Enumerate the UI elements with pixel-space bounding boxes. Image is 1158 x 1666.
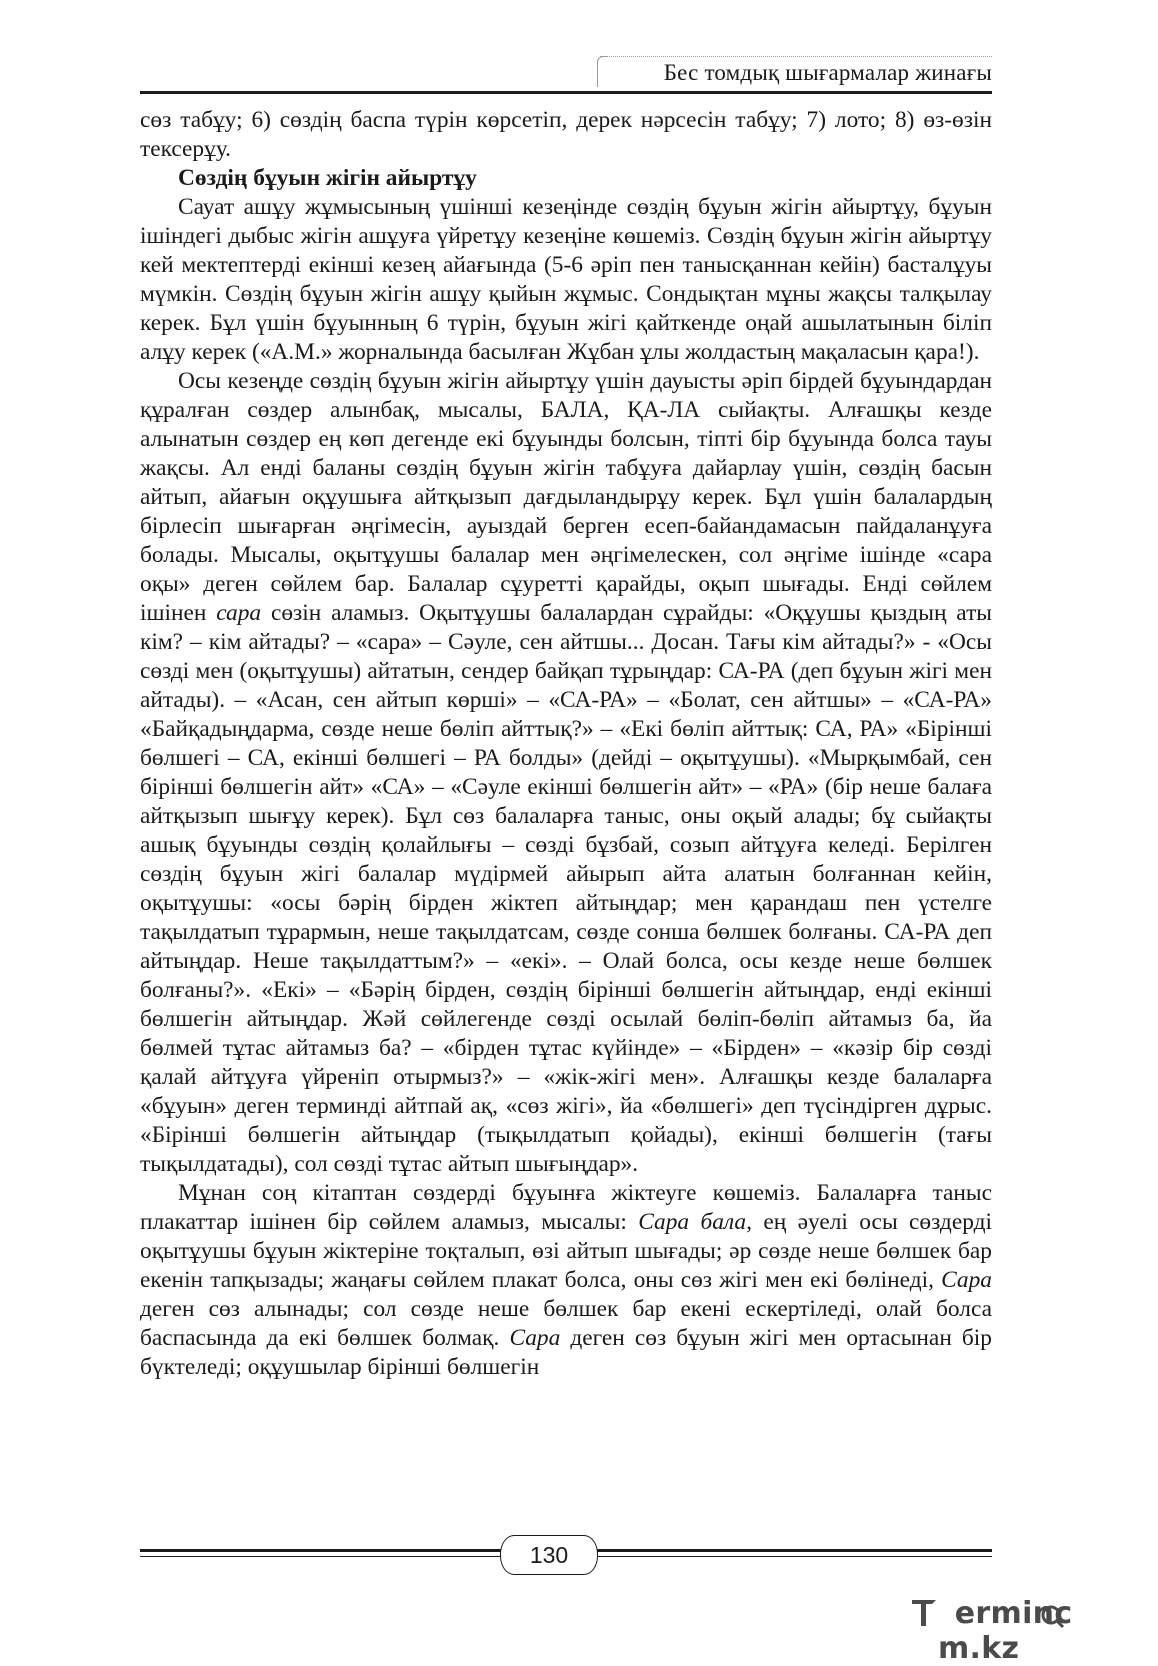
- paragraph-plakat: [140, 1179, 992, 1382]
- section-heading: Сөздің бұуын жігін айыртұу: [178, 165, 477, 191]
- paragraph-text: Осы кезеңде сөздің бұуын жігін айыртұу үшін дауысты әріп бірдей бұуындардан құралған сөздер алынбақ, мысалы, БАЛА, ҚА-ЛА сыйақты. Алғашқы кезде алынатын сөздер ең көп дегенде екі бұуынды болсын, тіпті бір бұуында болса тауы жақсы. Ал енді баланы сөздің бұуын жігін табұуға дайарлау үшін, сөздің басын айтып, айағын оқұушыға айтқызып дағдыландырұу керек. Бұл үшін балалардың бірлесіп шығарған әңгімесін, ауыздай берген есеп-байандамасын пайдаланұуға болады. Мысалы, оқытұушы балалар мен әңгімелескен, сол әңгіме ішінде «сара оқы» деген сөйлем бар. Балалар сұуретті қарайды, оқып шығады. Енді сөйлем ішінен: [140, 368, 992, 626]
- paragraph-intro: Сауат ашұу жұмысының үшінші кезеңінде сөздің бұуын жігін айыртұу, бұуын ішіндегі дыбыс жігін ашұуға үйретұу кезеңіне көшеміз. Сөздің бұуын жігін айыртұу кей мектептерді екінші кезең айағында (5-6 әріп пен танысқаннан кейін) басталұуы мүмкін. Сөздің бұуын жігін ашұу қыйын жұмыс. Сондықтан мұны жақсы талқылау керек. Бұл үшін бұуынның 6 түрін, бұуын жігі қайткенде оңай ашылатынын біліп алұу керек («А.М.» жорналында басылған Жұбан ұлы жолдастың мақаласын қара!).: [140, 194, 992, 365]
- italic-word: Сара: [941, 1267, 992, 1293]
- paragraph-text: Мұнан соң кітаптан сөздерді бұуынға жіктеуге көшеміз. Балаларға таныс плакаттар ішінен бір сөйлем аламыз, мысалы:: [140, 1180, 992, 1235]
- page-body: [140, 106, 992, 1382]
- paragraph-text: сөзін аламыз. Оқытұушы балалардан сұрайды: «Оқұушы қыздың аты кім? – кім айтады? – «сара» – Сәуле, сен айтшы... Досан. Тағы кім айтады?» - «Осы сөзді мен (оқытұушы) айтатын, сендер байқап тұрыңдар: СА-РА (деп бұуын жігі мен айтады). – «Асан, сен айтып көрші» – «СА-РА» – «Болат, сен айтшы» – «СА-РА» «Байқадыңдарма, сөзде неше бөліп айттық?» – «Екі бөліп айттық: СА, РА» «Бірінші бөлшегі – СА, екінші бөлшегі – РА болды» (дейді – оқытұушы). «Мырқымбай, сен бірінші бөлшегін айт» «СА» – «Сәуле екінші бөлшегін айт» – «РА» (бір неше балаға айтқызып шығұу керек). Бұл сөз балаларға таныс, оны оқый алады; бұ сыйақты ашық бұуынды сөздің қолайлығы – сөзді бұзбай, созып айтұуға келеді. Берілген сөздің бұуын жігі балалар мүдірмей айырып айта алатын болғаннан кейін, оқытұушы: «осы бәрің бірден жіктеп айтыңдар; мен қарандаш пен үстелге тақылдатып тұрармын, неше тақылдатсам, сөзде сонша бөлшек болғаны. СА-РА деп айтыңдар. Неше тақылдаттым?» – «екі». – Олай болса, осы кезде неше бөлшек болғаны?». «Екі» – «Бәрің бірден, сөздің бірінші бөлшегін айтыңдар, енді екінші бөлшегін айтыңдар. Жәй сөйлегенде сөзді осылай бөліп-бөліп айтамыз ба, йа бөлмей тұтас айтамыз ба? – «бірден тұтас күйінде» – «Бірден» – «кәзір бір сөзді қалай айтұуға үйреніп отырмыз?» – «жік-жігі мен». Алғашқы кезде балаларға «бұуын» деген терминді айтпай ақ, «сөз жігі», йа «бөлшегі» деп түсіндірген дұрыс. «Бірінші бөлшегін айтыңдар (тықылдатып қойады), екінші бөлшегін (тағы тықылдатады), сол сөзді тұтас айтып шығыңдар».: [140, 600, 993, 1177]
- watermark-text: erminc m.kz: [938, 1596, 1073, 1666]
- italic-word: Сара бала,: [638, 1209, 752, 1235]
- page-number-box: [500, 1535, 598, 1575]
- running-title: Бес томдық шығармалар жинағы: [663, 60, 992, 85]
- page-number: 130: [529, 1542, 569, 1568]
- header-rule: [140, 91, 992, 94]
- paragraph-text: деген сөз алынады; сол сөзде неше бөлшек бар екені ескертіледі, олай болса баспасында да екі бөлшек болмақ.: [140, 1296, 992, 1351]
- paragraph-text: деген сөз бұуын жігі мен ортасынан бір бүктеледі; оқұушылар бірінші бөлшегін: [140, 1325, 992, 1380]
- paragraph-dialogue: [140, 367, 992, 1179]
- italic-word: Сара: [509, 1325, 561, 1351]
- paragraph-text: ең әуелі осы сөздерді оқытұушы бұуын жіктеріне тоқталып, өзі айтып шығады; әр сөзде неше бөлшек бар екенін тапқызады; жаңағы сөйлем плакат болса, оны сөз жігі мен екі бөлінеді,: [140, 1209, 992, 1293]
- header-ornament: [597, 56, 608, 87]
- running-head: [140, 52, 992, 94]
- italic-word: сара: [216, 600, 262, 626]
- paragraph-continuation: сөз табұу; 6) сөздің баспа түрін көрсетіп, дерек нәрсесін табұу; 7) лото; 8) өз-өзін тексерұу.: [140, 107, 992, 162]
- header-dotted-rule: [600, 56, 992, 57]
- page-footer: [140, 1532, 992, 1578]
